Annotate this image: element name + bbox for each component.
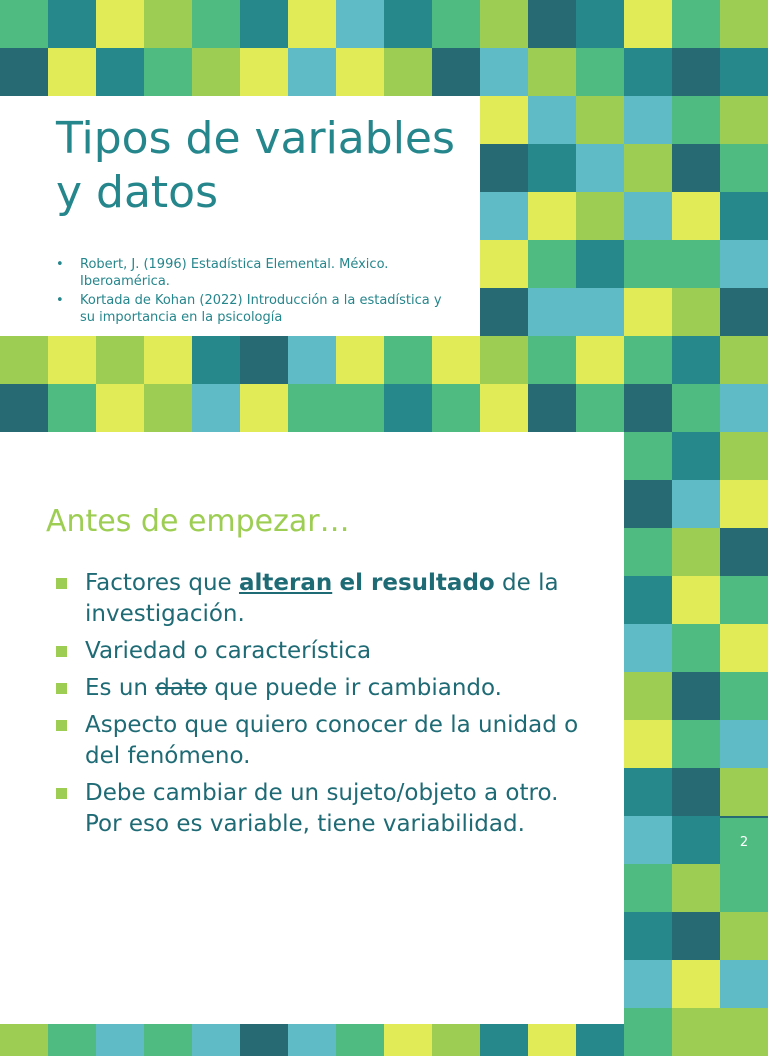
mosaic-tile — [0, 0, 48, 48]
mosaic-tile — [624, 864, 672, 912]
mosaic-tile — [672, 432, 720, 480]
square-bullet-icon — [56, 683, 67, 694]
mosaic-tile — [672, 144, 720, 192]
mosaic-tile — [672, 768, 720, 816]
mosaic-tile — [288, 336, 336, 384]
mosaic-tile — [528, 240, 576, 288]
mosaic-tile — [624, 144, 672, 192]
mosaic-tile — [480, 0, 528, 48]
mosaic-tile — [720, 960, 768, 1008]
mosaic-tile — [720, 240, 768, 288]
mosaic-tile — [672, 624, 720, 672]
mosaic-tile — [528, 288, 576, 336]
mosaic-tile — [336, 384, 384, 432]
bullet-item — [54, 568, 594, 630]
mosaic-tile — [720, 432, 768, 480]
mosaic-tile — [96, 48, 144, 96]
mosaic-tile — [48, 0, 96, 48]
square-bullet-icon — [56, 788, 67, 799]
mosaic-tile — [624, 480, 672, 528]
mosaic-tile — [672, 384, 720, 432]
mosaic-tile — [672, 528, 720, 576]
mosaic-tile — [720, 384, 768, 432]
mosaic-tile — [624, 672, 672, 720]
bullet-text: Aspecto que quiero conocer de la unidad o del fenómeno. — [85, 712, 579, 769]
mosaic-tile — [672, 864, 720, 912]
mosaic-tile — [672, 336, 720, 384]
mosaic-tile — [720, 528, 768, 576]
slide-title: Tipos de variables y datos — [56, 113, 455, 218]
mosaic-tile — [240, 336, 288, 384]
mosaic-tile — [720, 192, 768, 240]
mosaic-tile — [480, 336, 528, 384]
mosaic-tile — [144, 384, 192, 432]
mosaic-tile — [672, 96, 720, 144]
mosaic-tile — [624, 528, 672, 576]
mosaic-tile — [432, 384, 480, 432]
mosaic-tile — [624, 384, 672, 432]
mosaic-tile — [624, 432, 672, 480]
mosaic-tile — [576, 48, 624, 96]
mosaic-tile — [528, 0, 576, 48]
mosaic-tile — [336, 0, 384, 48]
mosaic-tile — [672, 192, 720, 240]
mosaic-tile — [528, 96, 576, 144]
mosaic-tile — [720, 0, 768, 48]
content-panel-lower — [0, 864, 384, 1024]
bullet-item — [54, 778, 594, 840]
mosaic-tile — [480, 192, 528, 240]
mosaic-tile — [672, 1008, 720, 1056]
mosaic-tile — [480, 96, 528, 144]
bullet-text: Debe cambiar de un sujeto/objeto a otro. Por eso es variable, tiene variabilidad. — [85, 780, 559, 837]
mosaic-tile — [384, 336, 432, 384]
mosaic-tile — [624, 48, 672, 96]
square-bullet-icon — [56, 646, 67, 657]
mosaic-tile — [576, 96, 624, 144]
mosaic-tile — [672, 720, 720, 768]
mosaic-tile — [720, 1008, 768, 1056]
mosaic-tile — [720, 288, 768, 336]
mosaic-tile — [672, 960, 720, 1008]
mosaic-tile — [672, 288, 720, 336]
bullet-list — [54, 568, 594, 846]
mosaic-tile — [288, 384, 336, 432]
mosaic-tile — [576, 288, 624, 336]
mosaic-tile — [528, 48, 576, 96]
mosaic-tile — [576, 384, 624, 432]
mosaic-tile — [480, 48, 528, 96]
mosaic-tile — [624, 96, 672, 144]
mosaic-tile — [240, 384, 288, 432]
mosaic-tile — [720, 480, 768, 528]
mosaic-tile — [144, 48, 192, 96]
mosaic-tile — [288, 0, 336, 48]
page-number: 2 — [720, 818, 768, 866]
reference-text: Kortada de Kohan (2022) Introducción a la estadística y su importancia en la psicología — [80, 293, 442, 325]
mosaic-tile — [0, 48, 48, 96]
mosaic-tile — [480, 288, 528, 336]
bullet-item — [54, 636, 594, 667]
mosaic-tile — [48, 48, 96, 96]
mosaic-tile — [720, 912, 768, 960]
mosaic-tile — [432, 336, 480, 384]
mosaic-tile — [336, 48, 384, 96]
mosaic-tile — [432, 48, 480, 96]
mosaic-tile — [144, 0, 192, 48]
bullet-strikethrough: dato — [155, 675, 208, 701]
mosaic-tile — [672, 240, 720, 288]
mosaic-tile — [576, 144, 624, 192]
square-bullet-icon — [56, 578, 67, 589]
reference-text: Robert, J. (1996) Estadística Elemental. México. Iberoamérica. — [80, 257, 389, 289]
mosaic-tile — [672, 480, 720, 528]
mosaic-tile — [192, 0, 240, 48]
bullet-item — [54, 673, 594, 704]
mosaic-tile — [720, 864, 768, 912]
bullet-text: Variedad o característica — [85, 638, 372, 664]
mosaic-tile — [528, 336, 576, 384]
mosaic-tile — [192, 384, 240, 432]
mosaic-tile — [192, 336, 240, 384]
mosaic-tile — [624, 720, 672, 768]
mosaic-tile — [720, 672, 768, 720]
mosaic-tile — [0, 336, 48, 384]
mosaic-tile — [624, 912, 672, 960]
mosaic-tile — [720, 720, 768, 768]
mosaic-tile — [624, 768, 672, 816]
mosaic-tile — [240, 48, 288, 96]
mosaic-tile — [624, 816, 672, 864]
mosaic-tile — [720, 96, 768, 144]
mosaic-tile — [624, 624, 672, 672]
mosaic-tile — [720, 144, 768, 192]
mosaic-tile — [624, 1008, 672, 1056]
mosaic-tile — [96, 384, 144, 432]
mosaic-tile — [576, 240, 624, 288]
mosaic-tile — [384, 48, 432, 96]
mosaic-tile — [720, 48, 768, 96]
reference-item — [56, 256, 456, 290]
mosaic-tile — [624, 960, 672, 1008]
mosaic-tile — [672, 912, 720, 960]
bullet-item — [54, 710, 594, 772]
reference-list — [56, 256, 456, 328]
bullet-emphasis-bold: el resultado — [339, 570, 495, 596]
mosaic-tile — [240, 0, 288, 48]
mosaic-tile — [480, 144, 528, 192]
mosaic-tile — [672, 816, 720, 864]
mosaic-tile — [0, 384, 48, 432]
mosaic-tile — [576, 192, 624, 240]
mosaic-tile — [720, 768, 768, 816]
mosaic-tile — [528, 384, 576, 432]
bullet-text: que puede ir cambiando. — [207, 675, 502, 701]
mosaic-tile — [432, 0, 480, 48]
bullet-emphasis-underlined: alteran — [238, 570, 333, 596]
mosaic-tile — [720, 336, 768, 384]
square-bullet-icon — [56, 720, 67, 731]
mosaic-tile — [624, 192, 672, 240]
mosaic-tile — [96, 336, 144, 384]
mosaic-tile — [528, 192, 576, 240]
mosaic-tile — [720, 624, 768, 672]
mosaic-tile — [624, 0, 672, 48]
section-subtitle: Antes de empezar… — [46, 504, 350, 539]
mosaic-tile — [576, 336, 624, 384]
mosaic-tile — [624, 576, 672, 624]
mosaic-tile — [48, 384, 96, 432]
mosaic-tile — [672, 48, 720, 96]
mosaic-tile — [480, 384, 528, 432]
mosaic-tile — [672, 576, 720, 624]
mosaic-tile — [288, 48, 336, 96]
mosaic-tile — [672, 672, 720, 720]
mosaic-tile — [192, 48, 240, 96]
mosaic-tile — [480, 240, 528, 288]
mosaic-tile — [672, 0, 720, 48]
mosaic-tile — [720, 576, 768, 624]
mosaic-tile — [144, 336, 192, 384]
mosaic-tile — [384, 384, 432, 432]
bullet-text-space — [332, 570, 339, 596]
mosaic-tile — [624, 240, 672, 288]
mosaic-tile — [624, 288, 672, 336]
mosaic-tile — [528, 144, 576, 192]
bullet-dot-icon: • — [56, 257, 64, 272]
mosaic-tile — [624, 336, 672, 384]
reference-item — [56, 292, 456, 326]
bullet-text: de la investigación. — [85, 570, 559, 627]
bullet-dot-icon: • — [56, 293, 64, 308]
bullet-text: Factores que — [85, 570, 239, 596]
bullet-text: Es un — [85, 675, 156, 701]
mosaic-tile — [384, 0, 432, 48]
mosaic-tile — [336, 336, 384, 384]
mosaic-tile — [96, 0, 144, 48]
mosaic-tile — [48, 336, 96, 384]
mosaic-tile — [576, 0, 624, 48]
